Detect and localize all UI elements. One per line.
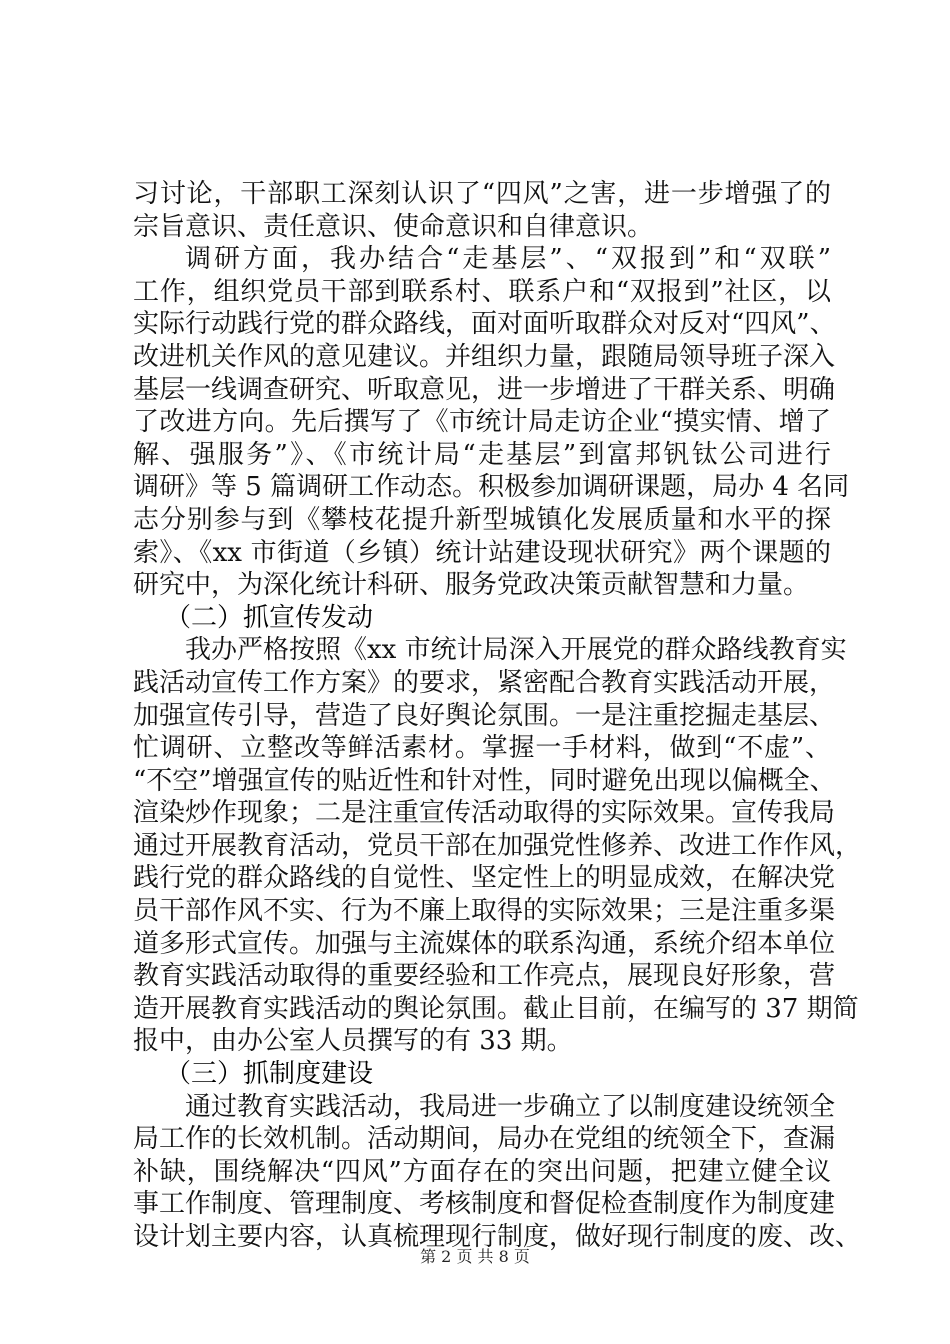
text-line: 补缺，围绕解决“四风”方面存在的突出问题，把建立健全议 [133, 1156, 831, 1187]
text-line: 造开展教育实践活动的舆论氛围。截止目前，在编写的 37 期简 [133, 993, 859, 1024]
text-line: 习讨论，干部职工深刻认识了“四风”之害，进一步增强了的 [133, 179, 831, 209]
document-body [133, 178, 862, 1254]
text-line: 研究中，为深化统计科研、服务党政决策贡献智慧和力量。 [133, 570, 810, 601]
text-line: 我办严格按照《xx 市统计局深入开展党的群众路线教育实 [185, 635, 847, 666]
text-line: 通过教育实践活动，我局进一步确立了以制度建设统领全 [185, 1091, 836, 1122]
paragraph-1 [133, 178, 831, 243]
text-line: 加强宣传引导，营造了良好舆论氛围。一是注重挖掘走基层、 [133, 700, 836, 731]
text-line: “不空”增强宣传的贴近性和针对性，同时避免出现以偏概全、 [133, 765, 836, 796]
text-line: 基层一线调查研究、听取意见，进一步增进了干群关系、明确 [133, 374, 836, 405]
text-line: 事工作制度、管理制度、考核制度和督促检查制度作为制度建 [133, 1189, 836, 1220]
text-line: 员干部作风不实、行为不廉上取得的实际效果；三是注重多渠 [133, 896, 836, 927]
text-line: 忙调研、立整改等鲜活素材。掌握一手材料，做到“不虚”、 [133, 733, 831, 764]
section-heading-publicity: （二）抓宣传发动 [165, 602, 374, 633]
text-line: 通过开展教育活动，党员干部在加强党性修养、改进工作作风， [133, 830, 862, 861]
section-heading-system-building: （三）抓制度建设 [165, 1059, 374, 1090]
text-line: 实际行动践行党的群众路线，面对面听取群众对反对“四风”、 [133, 309, 836, 340]
page-number-footer: 第 2 页 共 8 页 [420, 1247, 530, 1266]
text-line: 解、强服务”》、《市统计局“走基层”到富邦钒钛公司进行 [133, 439, 831, 470]
text-line: 宗旨意识、责任意识、使命意识和自律意识。 [133, 211, 654, 242]
text-line: 调研方面，我办结合“走基层”、“双报到”和“双联” [185, 244, 831, 275]
text-line: 践行党的群众路线的自觉性、坚定性上的明显成效，在解决党 [133, 863, 836, 894]
paragraph-3 [133, 634, 862, 1058]
text-line: 践活动宣传工作方案》的要求，紧密配合教育实践活动开展， [133, 667, 836, 698]
text-line: 局工作的长效机制。活动期间，局办在党组的统领全下，查漏 [133, 1124, 836, 1155]
text-line: 索》、《xx 市街道（乡镇）统计站建设现状研究》两个课题的 [133, 537, 831, 568]
text-line: 改进机关作风的意见建议。并组织力量，跟随局领导班子深入 [133, 341, 836, 372]
paragraph-2 [133, 243, 850, 602]
text-line: 调研》等 5 篇调研工作动态。积极参加调研课题，局办 4 名同 [133, 472, 850, 503]
text-line: 志分别参与到《攀枝花提升新型城镇化发展质量和水平的探 [133, 504, 831, 535]
text-line: 了改进方向。先后撰写了《市统计局走访企业“摸实情、增了 [133, 407, 831, 438]
text-line: 工作，组织党员干部到联系村、联系户和“双报到”社区，以 [133, 276, 831, 307]
paragraph-4 [133, 1091, 862, 1254]
text-line: 设计划主要内容，认真梳理现行制度，做好现行制度的废、改、 [133, 1222, 862, 1252]
text-line: 教育实践活动取得的重要经验和工作亮点，展现良好形象，营 [133, 961, 836, 992]
text-line: 道多形式宣传。加强与主流媒体的联系沟通，系统介绍本单位 [133, 928, 836, 959]
text-line: 报中，由办公室人员撰写的有 33 期。 [133, 1026, 573, 1057]
text-line: 渲染炒作现象；二是注重宣传活动取得的实际效果。宣传我局 [133, 798, 836, 829]
